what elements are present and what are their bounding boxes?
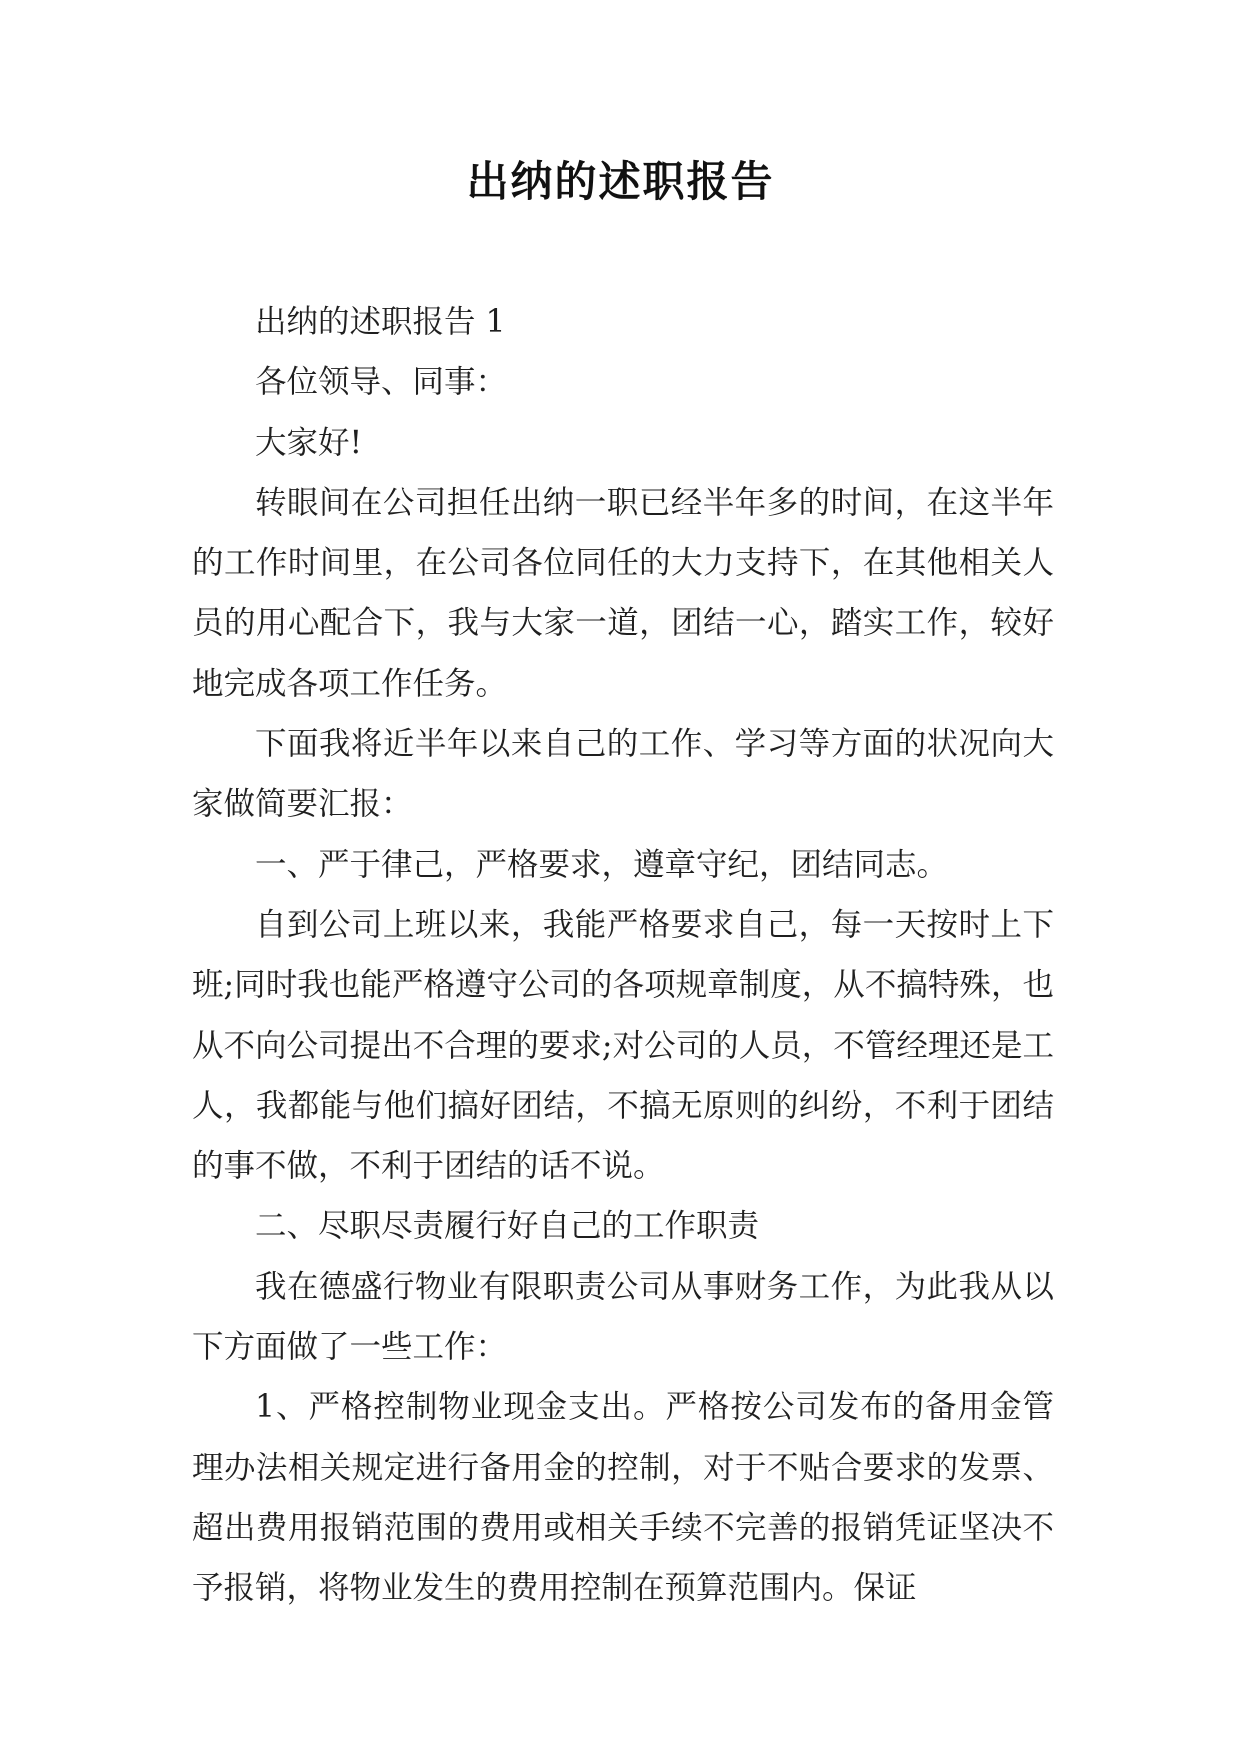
paragraph-intro: 转眼间在公司担任出纳一职已经半年多的时间，在这半年的工作时间里，在公司各位同任的大力支持下，在其他相关人员的用心配合下，我与大家一道，团结一心，踏实工作，较好地完成各项工作任务。 [192, 484, 1054, 702]
section-heading-2: 二、尽职尽责履行好自己的工作职责 [255, 1208, 760, 1245]
paragraph-duties-lead: 我在德盛行物业有限职责公司从事财务工作，为此我从以下方面做了一些工作： [192, 1268, 1054, 1366]
paragraph-greeting: 大家好! [255, 424, 363, 461]
paragraph-summary-lead: 下面我将近半年以来自己的工作、学习等方面的状况向大家做简要汇报： [192, 726, 1054, 823]
paragraph-item-1: 1、严格控制物业现金支出。严格按公司发布的备用金管理办法相关规定进行备用金的控制，对于不贴合要求的发票、超出费用报销范围的费用或相关手续不完善的报销凭证坚决不予报销，将物业发生的费用控制在预算范围内。保证 [192, 1389, 1054, 1607]
paragraph-discipline: 自到公司上班以来，我能严格要求自己，每一天按时上下班;同时我也能严格遵守公司的各项规章制度，从不搞特殊，也从不向公司提出不合理的要求;对公司的人员，不管经理还是工人，我都能与他们搞好团结，不搞无原则的纠纷，不利于团结的事不做，不利于团结的话不说。 [192, 906, 1054, 1185]
document-body [192, 292, 1054, 1619]
paragraph-salutation: 各位领导、同事： [255, 364, 508, 401]
section-heading-1: 一、严于律己，严格要求，遵章守纪，团结同志。 [255, 846, 949, 883]
paragraph-report-heading: 出纳的述职报告 1 [255, 304, 506, 340]
document-title: 出纳的述职报告 [466, 157, 775, 206]
